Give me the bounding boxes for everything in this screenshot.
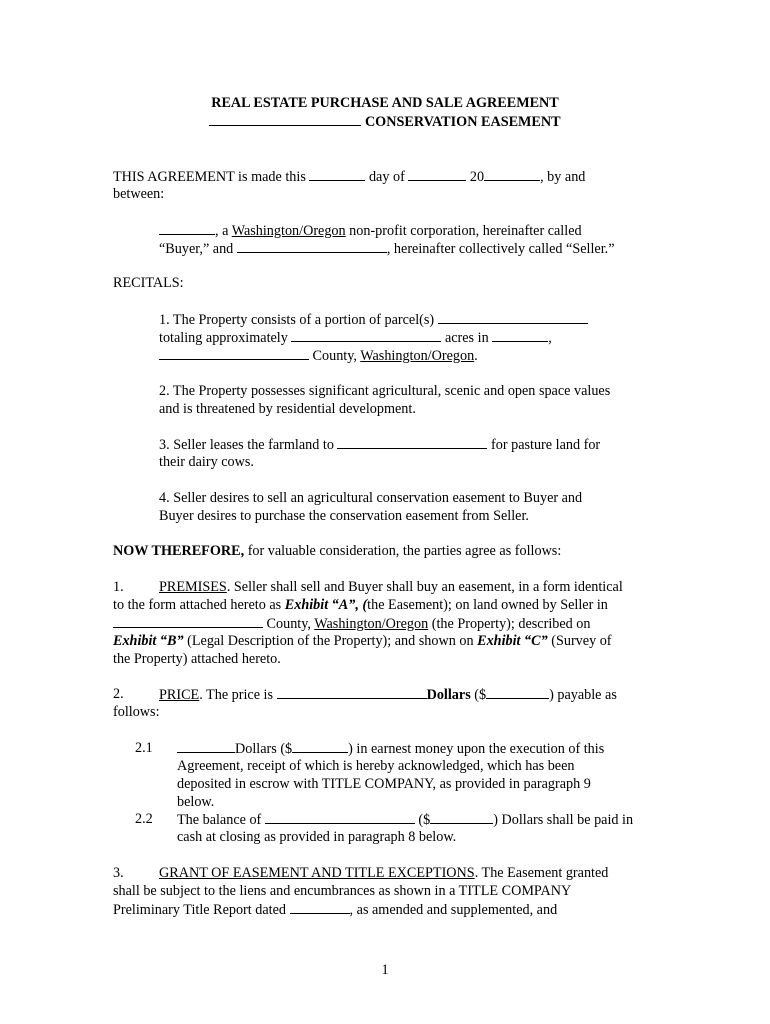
recital-2-line-2: and is threatened by residential development. — [159, 401, 416, 417]
section-2-text: PRICE. The price is Dollars ($ ) payable as — [159, 687, 617, 703]
section-1-line-3: County, Washington/Oregon (the Property); described on — [113, 614, 591, 633]
section-3-line-3: Preliminary Title Report dated , as amended and supplemented, and — [113, 902, 558, 918]
blank-line — [177, 739, 235, 753]
intro-line-1: THIS AGREEMENT is made this day of 20 , by and — [113, 169, 586, 185]
section-1-line-2: to the form attached hereto as Exhibit “A”, (the Easement); on land owned by Seller in — [113, 597, 608, 613]
subsection-2-1-number: 2.1 — [135, 740, 153, 756]
subsection-2-2-line-2: cash at closing as provided in paragraph 8 below. — [177, 829, 457, 845]
page-number: 1 — [381, 962, 389, 978]
section-2-line-2: follows: — [113, 704, 160, 720]
blank-line — [209, 112, 361, 126]
now-therefore-clause: NOW THEREFORE, for valuable consideration, the parties agree as follows: — [113, 543, 562, 559]
blank-line — [486, 685, 549, 699]
blank-line — [337, 435, 487, 449]
recitals-heading: RECITALS: — [113, 275, 184, 291]
blank-line — [492, 328, 548, 342]
recital-3-line-2: their dairy cows. — [159, 454, 254, 470]
blank-line — [290, 900, 350, 914]
intro-line-2: between: — [113, 186, 165, 202]
recital-4-line-1: 4. Seller desires to sell an agricultural conservation easement to Buyer and — [159, 490, 583, 506]
blank-line — [309, 167, 365, 181]
blank-line — [408, 167, 466, 181]
blank-line — [438, 310, 588, 324]
blank-line — [159, 346, 309, 360]
subsection-2-1-line-2: Agreement, receipt of which is hereby acknowledged, which has been — [177, 758, 575, 774]
blank-line — [265, 810, 415, 824]
subsection-2-2-number: 2.2 — [135, 811, 153, 827]
section-1-line-5: the Property) attached hereto. — [113, 651, 281, 667]
section-1-line-4: Exhibit “B” (Legal Description of the Property); and shown on Exhibit “C” (Survey of — [113, 633, 612, 649]
section-3-text: GRANT OF EASEMENT AND TITLE EXCEPTIONS. The Easement granted — [159, 865, 609, 881]
document-subtitle: CONSERVATION EASEMENT — [0, 112, 770, 131]
recital-1-line-3: County, Washington/Oregon. — [159, 346, 478, 365]
recital-3-line-1: 3. Seller leases the farmland to for pasture land for — [159, 437, 601, 453]
section-1-text: PREMISES. Seller shall sell and Buyer shall buy an easement, in a form identical — [159, 579, 623, 595]
blank-line — [430, 810, 493, 824]
blank-line — [277, 685, 427, 699]
blank-line — [113, 614, 263, 628]
section-2-line-1: 2. PRICE. The price is Dollars ($ ) payable as — [113, 686, 617, 703]
document-title: REAL ESTATE PURCHASE AND SALE AGREEMENT — [211, 95, 559, 111]
subsection-2-1-line-3: deposited in escrow with TITLE COMPANY, as provided in paragraph 9 — [177, 776, 591, 792]
blank-line — [237, 239, 387, 253]
parties-line-1: , a Washington/Oregon non-profit corporation, hereinafter called — [159, 221, 582, 240]
blank-line — [484, 167, 540, 181]
recital-1-line-2: totaling approximately acres in , — [159, 330, 552, 346]
subsection-2-1-line-4: below. — [177, 794, 215, 810]
recital-1-line-1: 1. The Property consists of a portion of parcel(s) — [159, 310, 588, 329]
section-1-line-1: 1. PREMISES. Seller shall sell and Buyer shall buy an easement, in a form identical — [113, 579, 623, 595]
section-3-line-2: shall be subject to the liens and encumbrances as shown in a TITLE COMPANY — [113, 883, 572, 899]
blank-line — [292, 739, 348, 753]
blank-line — [291, 328, 441, 342]
section-3-line-1: 3. GRANT OF EASEMENT AND TITLE EXCEPTIONS. The Easement granted — [113, 865, 609, 881]
recital-4-line-2: Buyer desires to purchase the conservation easement from Seller. — [159, 508, 529, 524]
subsection-2-1-line-1: Dollars ($ ) in earnest money upon the execution of this — [177, 739, 604, 758]
blank-line — [159, 221, 215, 235]
parties-line-2: “Buyer,” and , hereinafter collectively called “Seller.” — [159, 241, 615, 257]
recital-2-line-1: 2. The Property possesses significant agricultural, scenic and open space values — [159, 383, 611, 399]
subsection-2-2-line-1: The balance of ($ ) Dollars shall be paid in — [177, 812, 634, 828]
